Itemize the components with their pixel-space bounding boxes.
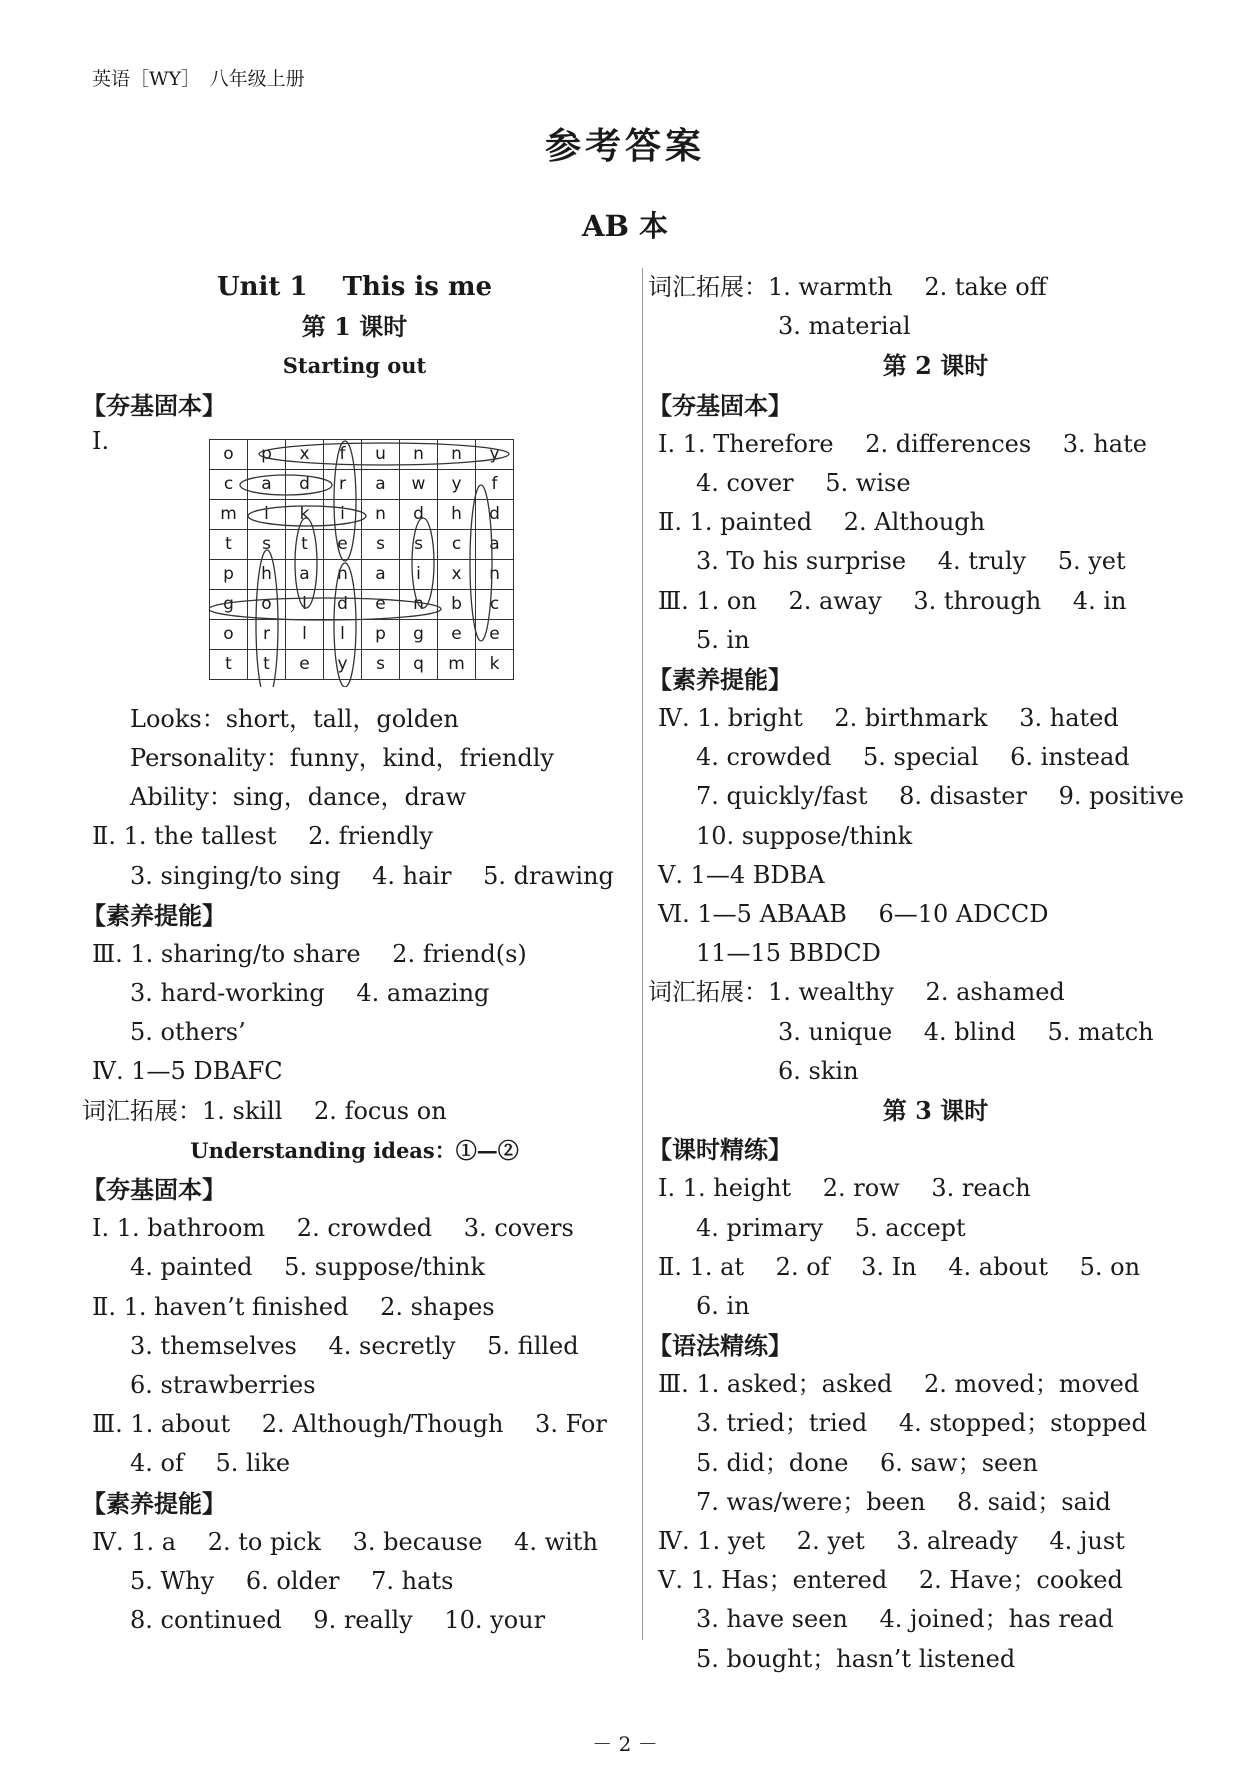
- grid-cell: d: [476, 499, 514, 529]
- answer-line: Ⅴ. 1. Has；entered 2. Have；cooked: [658, 1566, 1123, 1595]
- vocab-extension: 词汇拓展：1. wealthy 2. ashamed: [648, 978, 1065, 1007]
- grid-cell: x: [438, 559, 476, 589]
- grid-cell: h: [438, 499, 476, 529]
- grid-cell: c: [476, 589, 514, 619]
- answer-line: 3. have seen 4. joined；has read: [696, 1605, 1114, 1634]
- section-heading: 【夯基固本】: [82, 1175, 226, 1204]
- grid-cell: k: [476, 649, 514, 679]
- grid-cell: b: [438, 589, 476, 619]
- grid-cell: e: [476, 619, 514, 649]
- answer-line: Personality：funny，kind，friendly: [130, 743, 554, 772]
- answer-line: 7. was/were；been 8. said；said: [696, 1487, 1111, 1516]
- section-heading: 【素养提能】: [82, 1488, 226, 1518]
- grid-cell: a: [286, 559, 324, 589]
- answer-line: Ⅳ. 1—5 DBAFC: [92, 1057, 283, 1086]
- grid-cell: k: [286, 499, 324, 529]
- answer-line: Looks：short，tall，golden: [130, 704, 459, 733]
- page-title: 参考答案: [544, 125, 705, 167]
- grid-cell: l: [286, 589, 324, 619]
- answer-line: 3. To his surprise 4. truly 5. yet: [696, 547, 1126, 576]
- grid-cell: o: [210, 439, 248, 469]
- answer-line: Ⅳ. 1. a 2. to pick 3. because 4. with: [92, 1527, 598, 1556]
- grid-cell: n: [400, 439, 438, 469]
- grid-cell: t: [210, 649, 248, 679]
- answer-line: 4. primary 5. accept: [696, 1213, 966, 1242]
- answer-line: 10. suppose/think: [696, 821, 913, 850]
- vocab-extension: 词汇拓展：1. warmth 2. take off: [648, 273, 1047, 301]
- grid-row: [210, 589, 514, 619]
- grid-row: [210, 649, 514, 679]
- answer-line: 6. strawberries: [130, 1370, 316, 1399]
- answer-line: Ability：sing，dance，draw: [130, 783, 467, 812]
- left-column: [82, 268, 627, 1640]
- answer-line: 4. of 5. like: [130, 1449, 291, 1478]
- answer-line: Ⅰ. 1. bathroom 2. crowded 3. covers: [92, 1214, 574, 1243]
- section-heading: 【素养提能】: [648, 664, 792, 694]
- grid-cell: n: [362, 499, 400, 529]
- answer-line: Ⅴ. 1—4 BDBA: [658, 860, 825, 889]
- grid-cell: a: [362, 559, 400, 589]
- grid-cell: c: [210, 469, 248, 499]
- answer-line: 3. unique 4. blind 5. match: [778, 1017, 1154, 1046]
- answer-line: 6. in: [696, 1291, 750, 1320]
- grid-cell: d: [400, 499, 438, 529]
- grid-cell: p: [362, 619, 400, 649]
- grid-cell: n: [438, 439, 476, 469]
- grid-cell: e: [438, 619, 476, 649]
- answer-line: Ⅱ. 1. painted 2. Although: [658, 508, 986, 537]
- grid-cell: g: [400, 619, 438, 649]
- grid-cell: y: [476, 439, 514, 469]
- answer-line: Ⅳ. 1. yet 2. yet 3. already 4. just: [658, 1527, 1125, 1555]
- grid-cell: x: [286, 439, 324, 469]
- grid-cell: l: [324, 619, 362, 649]
- grid-cell: o: [248, 589, 286, 619]
- unit-title: Unit 1 This is me: [216, 272, 493, 302]
- answer-line: Ⅱ. 1. haven’t finished 2. shapes: [92, 1292, 495, 1321]
- grid-cell: r: [324, 469, 362, 499]
- word-search-puzzle: [82, 425, 627, 700]
- grid-cell: m: [438, 649, 476, 679]
- grid-row: [210, 499, 514, 529]
- grid-cell: o: [210, 619, 248, 649]
- grid-cell: n: [476, 559, 514, 589]
- grid-cell: y: [438, 469, 476, 499]
- answer-line: 3. material: [778, 312, 911, 341]
- right-column: [648, 268, 1223, 1679]
- page-number: － 2 －: [592, 1732, 658, 1756]
- grid-cell: f: [324, 439, 362, 469]
- grid-cell: p: [210, 559, 248, 589]
- grid-cell: n: [400, 589, 438, 619]
- answer-line: Ⅵ. 1—5 ABAAB 6—10 ADCCD: [658, 900, 1049, 928]
- section-heading: 【课时精练】: [648, 1135, 792, 1165]
- lesson-heading: 第 3 课时: [882, 1095, 989, 1125]
- grid-cell: p: [248, 439, 286, 469]
- answer-line: Ⅲ. 1. asked；asked 2. moved；moved: [658, 1370, 1140, 1399]
- section-heading: 【素养提能】: [82, 900, 226, 930]
- grid-cell: y: [324, 649, 362, 679]
- answer-line: 4. cover 5. wise: [696, 468, 911, 497]
- grid-cell: t: [248, 649, 286, 679]
- answer-line: Ⅱ. 1. at 2. of 3. In 4. about 5. on: [658, 1252, 1141, 1281]
- answer-line: 5. did；done 6. saw；seen: [696, 1448, 1038, 1477]
- grid-cell: d: [324, 589, 362, 619]
- grid-cell: s: [362, 649, 400, 679]
- part-heading: Understanding ideas：①—②: [190, 1137, 519, 1163]
- vocab-extension: 词汇拓展：1. skill 2. focus on: [82, 1096, 447, 1125]
- grid-cell: a: [362, 469, 400, 499]
- grid-cell: r: [248, 619, 286, 649]
- grid-row: [210, 469, 514, 499]
- grid-cell: a: [476, 529, 514, 559]
- grid-cell: e: [324, 529, 362, 559]
- book-header: 英语［WY］ 八年级上册: [92, 68, 305, 90]
- answer-line: 5. bought；hasn’t listened: [696, 1644, 1016, 1673]
- answer-line: 11—15 BBDCD: [696, 939, 881, 968]
- answer-line: 3. themselves 4. secretly 5. filled: [130, 1331, 579, 1360]
- answer-line: Ⅱ. 1. the tallest 2. friendly: [92, 822, 433, 851]
- grid-row: [210, 529, 514, 559]
- answer-line: 5. in: [696, 625, 750, 654]
- grid-cell: i: [248, 499, 286, 529]
- grid-cell: q: [400, 649, 438, 679]
- grid-cell: f: [476, 469, 514, 499]
- grid-cell: t: [286, 529, 324, 559]
- answer-line: 4. crowded 5. special 6. instead: [696, 743, 1130, 772]
- grid-cell: i: [324, 499, 362, 529]
- exercise-label: Ⅰ.: [92, 426, 110, 455]
- grid-cell: s: [362, 529, 400, 559]
- answer-line: Ⅲ. 1. sharing/to share 2. friend(s): [92, 939, 527, 968]
- answer-line: 3. tried；tried 4. stopped；stopped: [696, 1409, 1147, 1438]
- grid-cell: e: [362, 589, 400, 619]
- grid-cell: t: [210, 529, 248, 559]
- grid-cell: h: [248, 559, 286, 589]
- grid-row: [210, 559, 514, 589]
- answer-line: 5. others’: [130, 1018, 246, 1047]
- grid-row: [210, 619, 514, 649]
- grid-cell: g: [210, 589, 248, 619]
- page-subtitle: AB 本: [581, 209, 669, 243]
- grid-cell: l: [286, 619, 324, 649]
- grid-cell: w: [400, 469, 438, 499]
- answer-line: 4. painted 5. suppose/think: [130, 1253, 486, 1282]
- grid-cell: s: [248, 529, 286, 559]
- grid-cell: d: [286, 469, 324, 499]
- lesson-heading: 第 1 课时: [301, 312, 408, 342]
- grid-cell: n: [324, 559, 362, 589]
- grid-cell: i: [400, 559, 438, 589]
- lesson-heading: 第 2 课时: [882, 351, 989, 381]
- column-divider: [642, 268, 643, 1640]
- grid-row: [210, 439, 514, 469]
- grid-cell: a: [248, 469, 286, 499]
- answer-line: Ⅲ. 1. about 2. Although/Though 3. For: [92, 1410, 607, 1439]
- answer-line: Ⅰ. 1. Therefore 2. differences 3. hate: [658, 429, 1147, 458]
- part-heading: Starting out: [282, 353, 427, 379]
- answer-line: 7. quickly/fast 8. disaster 9. positive: [696, 782, 1184, 811]
- answer-line: 5. Why 6. older 7. hats: [130, 1566, 454, 1595]
- grid-cell: c: [438, 529, 476, 559]
- grid-cell: m: [210, 499, 248, 529]
- answer-line: Ⅳ. 1. bright 2. birthmark 3. hated: [658, 704, 1119, 733]
- answer-line: 3. singing/to sing 4. hair 5. drawing: [130, 861, 614, 890]
- answer-line: Ⅲ. 1. on 2. away 3. through 4. in: [658, 586, 1127, 615]
- answer-line: Ⅰ. 1. height 2. row 3. reach: [658, 1174, 1031, 1203]
- grid-cell: u: [362, 439, 400, 469]
- answer-line: 8. continued 9. really 10. your: [130, 1606, 546, 1635]
- section-heading: 【夯基固本】: [648, 390, 792, 420]
- answer-line: 3. hard-working 4. amazing: [130, 979, 490, 1008]
- grid-cell: e: [286, 649, 324, 679]
- answer-line: 6. skin: [778, 1056, 859, 1085]
- section-heading: 【夯基固本】: [82, 390, 226, 420]
- word-search-grid: [209, 439, 514, 680]
- grid-cell: s: [400, 529, 438, 559]
- section-heading: 【语法精练】: [648, 1331, 792, 1361]
